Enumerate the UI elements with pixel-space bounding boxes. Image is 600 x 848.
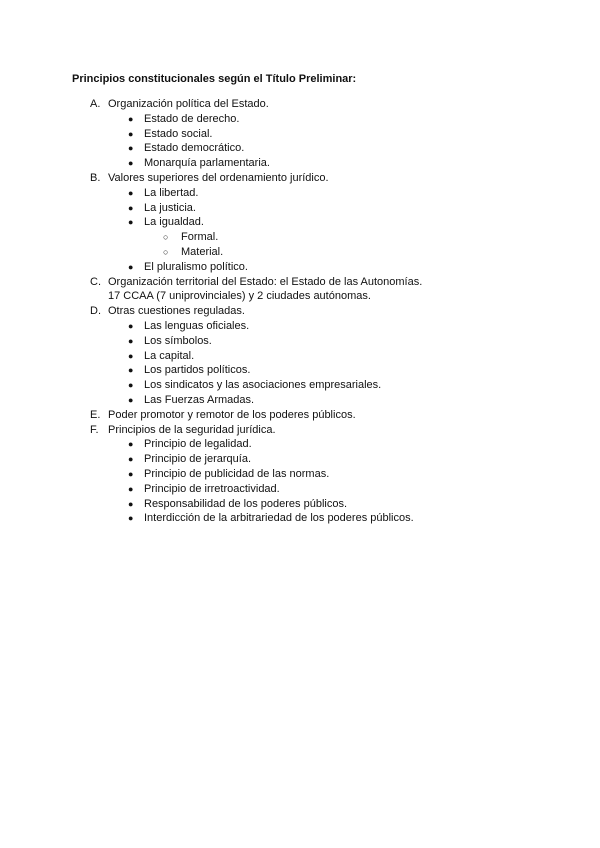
list-item-text: Monarquía parlamentaria.: [144, 157, 270, 170]
section-marker: F.: [90, 423, 99, 436]
section-marker: D.: [90, 305, 101, 318]
list-item: [0, 319, 600, 334]
bullet-icon: ●: [128, 468, 134, 479]
hollow-bullet-icon: ○: [163, 246, 169, 257]
bullet-icon: ●: [128, 380, 134, 391]
list-item-text: Las Fuerzas Armadas.: [144, 393, 255, 406]
list-item-text: Los partidos políticos.: [144, 364, 251, 377]
list-item-text: Los sindicatos y las asociaciones empresariales.: [144, 379, 382, 392]
list-item: [0, 112, 600, 127]
list-item-text: El pluralismo político.: [144, 260, 248, 273]
section-text: Valores superiores del ordenamiento jurídico.: [108, 171, 329, 184]
section-heading: [0, 423, 600, 438]
bullet-icon: ●: [128, 187, 134, 198]
list-item: [0, 482, 600, 497]
list-item: [0, 467, 600, 482]
section-heading: [0, 275, 600, 290]
section-marker: C.: [90, 275, 101, 288]
section-continuation: [0, 289, 600, 304]
sub-list-item-text: Formal.: [181, 231, 219, 244]
sub-list-item-text: Material.: [181, 245, 224, 258]
list-item-text: Estado democrático.: [144, 142, 245, 155]
list-item: [0, 334, 600, 349]
outline-list: [0, 97, 600, 526]
list-item: [0, 186, 600, 201]
list-item: [0, 260, 600, 275]
list-item: [0, 156, 600, 171]
section-text: Organización política del Estado.: [108, 98, 269, 110]
bullet-icon: ●: [128, 202, 134, 213]
bullet-icon: ●: [128, 335, 134, 346]
list-item: [0, 141, 600, 156]
bullet-icon: ●: [128, 439, 134, 450]
list-item: [0, 437, 600, 452]
bullet-icon: ●: [128, 513, 134, 524]
list-item: [0, 349, 600, 364]
list-item: [0, 511, 600, 526]
bullet-icon: ●: [128, 158, 134, 169]
list-item-text: Principio de publicidad de las normas.: [144, 467, 330, 480]
hollow-bullet-icon: ○: [163, 232, 169, 243]
bullet-icon: ●: [128, 350, 134, 361]
section-heading: [0, 97, 600, 112]
list-item: [0, 497, 600, 512]
section-heading: [0, 408, 600, 423]
list-item: [0, 127, 600, 142]
document-title: Principios constitucionales según el Título Preliminar:: [72, 73, 357, 85]
bullet-icon: ●: [128, 217, 134, 228]
bullet-icon: ●: [128, 483, 134, 494]
list-item: [0, 452, 600, 467]
bullet-icon: ●: [128, 261, 134, 272]
list-item-text: Interdicción de la arbitrariedad de los poderes públicos.: [144, 512, 414, 525]
list-item: [0, 215, 600, 230]
list-item-text: Principio de jerarquía.: [144, 453, 252, 466]
section-heading: [0, 304, 600, 319]
list-item-text: Las lenguas oficiales.: [144, 319, 250, 332]
list-item-text: Principio de irretroactividad.: [144, 482, 280, 495]
list-item-text: Estado de derecho.: [144, 112, 240, 125]
section-marker: A.: [90, 98, 101, 110]
list-item: [0, 378, 600, 393]
bullet-icon: ●: [128, 394, 134, 405]
list-item-text: Los símbolos.: [144, 334, 212, 347]
bullet-icon: ●: [128, 454, 134, 465]
list-item: [0, 393, 600, 408]
list-item: [0, 363, 600, 378]
section-marker: B.: [90, 171, 101, 184]
list-item-text: La justicia.: [144, 201, 196, 214]
bullet-icon: ●: [128, 113, 134, 124]
section-text: Poder promotor y remotor de los poderes públicos.: [108, 408, 356, 421]
section-text: Organización territorial del Estado: el Estado de las Autonomías.: [108, 275, 423, 288]
list-item-text: Responsabilidad de los poderes públicos.: [144, 497, 348, 510]
sub-list-item: [0, 230, 600, 245]
section-heading: [0, 171, 600, 186]
list-item: [0, 201, 600, 216]
continuation-text: 17 CCAA (7 uniprovinciales) y 2 ciudades autónomas.: [108, 290, 371, 303]
bullet-icon: ●: [128, 128, 134, 139]
bullet-icon: ●: [128, 365, 134, 376]
section-text: Otras cuestiones reguladas.: [108, 305, 245, 318]
list-item-text: Estado social.: [144, 127, 213, 140]
sub-list-item: [0, 245, 600, 260]
bullet-icon: ●: [128, 143, 134, 154]
list-item-text: Principio de legalidad.: [144, 438, 252, 451]
section-marker: E.: [90, 408, 101, 421]
section-text: Principios de la seguridad jurídica.: [108, 423, 276, 436]
bullet-icon: ●: [128, 320, 134, 331]
list-item-text: La libertad.: [144, 186, 199, 199]
list-item-text: La capital.: [144, 349, 195, 362]
bullet-icon: ●: [128, 498, 134, 509]
list-item-text: La igualdad.: [144, 216, 204, 229]
